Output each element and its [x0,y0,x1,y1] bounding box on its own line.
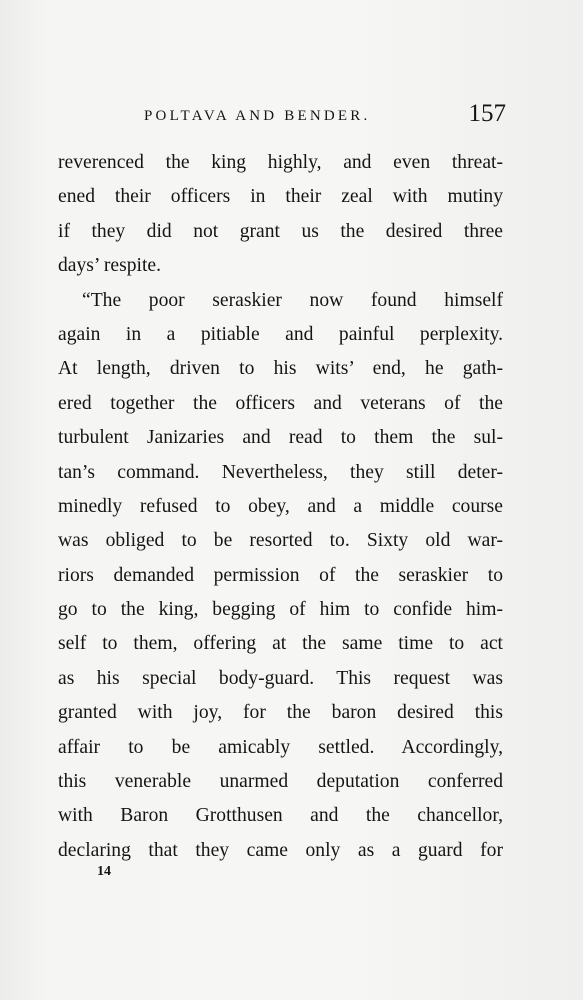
text-line: with Baron Grotthusen and the chancellor, [58,805,503,827]
text-line: again in a pitiable and painful perplexity. [58,323,503,345]
text-line: affair to be amicably settled. Accordingly, [58,736,503,758]
running-head [58,100,506,136]
text-line: riors demanded permission of the seraskier to [58,564,503,586]
text-line: if they did not grant us the desired three [58,220,503,242]
text-line: ered together the officers and veterans of the [58,392,503,414]
text-line: granted with joy, for the baron desired this [58,702,503,724]
text-line: reverenced the king highly, and even threat- [58,152,503,173]
text-line: was obliged to be resorted to. Sixty old war- [58,530,503,552]
text-line: as his special body-guard. This request was [58,667,503,689]
text-line: days’ respite. [58,255,162,277]
signature-mark: 14 [97,864,111,879]
text-line: “The poor seraskier now found himself [82,289,503,311]
text-line: this venerable unarmed deputation conferred [58,771,503,793]
text-line: tan’s command. Nevertheless, they still deter- [58,461,503,483]
body-text [58,146,503,868]
text-line: At length, driven to his wits’ end, he gath- [58,358,503,380]
text-line: go to the king, begging of him to confide him- [58,599,503,621]
page-number: 157 [468,100,506,127]
text-line: declaring that they came only as a guard for [58,839,503,861]
running-title: POLTAVA AND BENDER. [144,108,371,124]
text-line: turbulent Janizaries and read to them the sul- [58,427,503,449]
text-line: ened their officers in their zeal with mutiny [58,186,503,208]
text-line: minedly refused to obey, and a middle course [58,495,503,517]
text-line: self to them, offering at the same time to act [58,633,503,655]
